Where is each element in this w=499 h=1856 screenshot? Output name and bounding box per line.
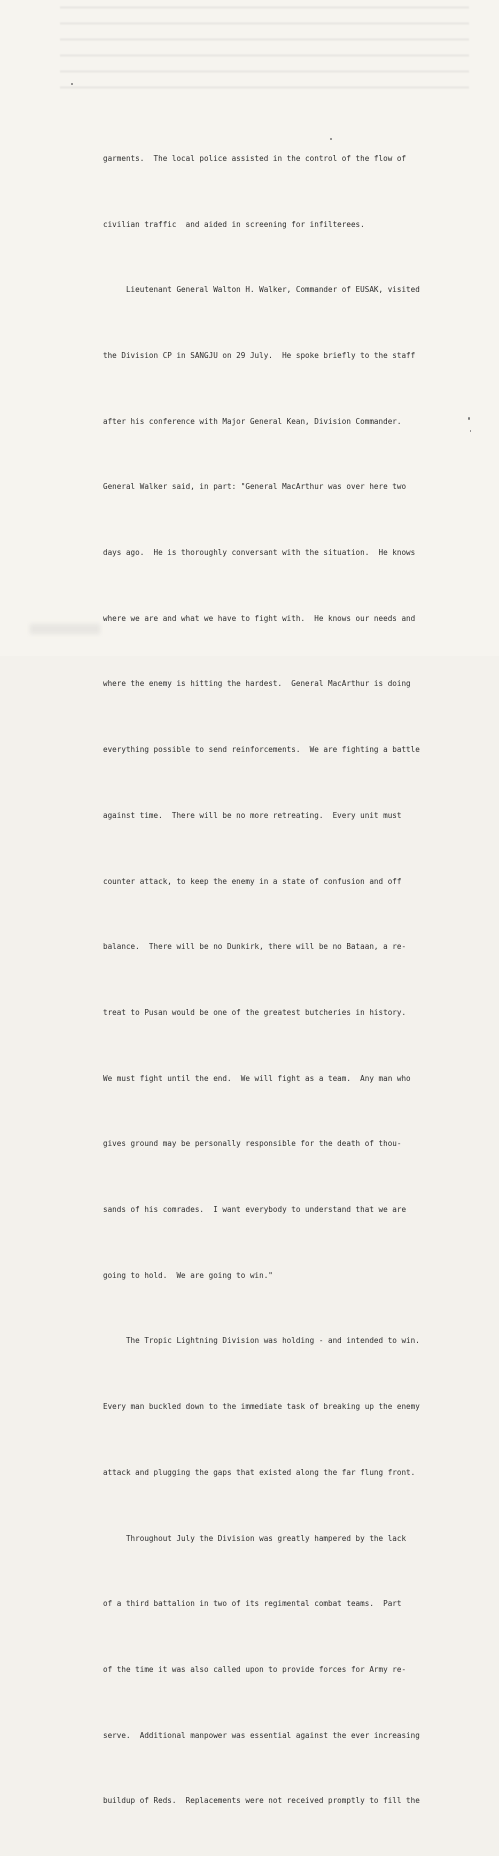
text-line: Throughout July the Division was greatly hampered by the lack [103,1533,407,1543]
text-line: the Division CP in SANGJU on 29 July. He spoke briefly to the staff [103,350,416,360]
text-line: of a third battalion in two of its regimental combat teams. Part [103,1599,402,1609]
text-line: counter attack, to keep the enemy in a state of confusion and off [103,876,402,886]
text-line: Every man buckled down to the immediate task of breaking up the enemy [103,1402,420,1412]
text-line: everything possible to send reinforcements. We are fighting a battle [103,745,420,755]
text-line: treat to Pusan would be one of the greatest butcheries in history. [103,1007,407,1017]
text-line: where the enemy is hitting the hardest. General MacArthur is doing [103,679,411,689]
typewritten-body [103,104,455,1856]
text-line: attack and plugging the gaps that existed along the far flung front. [103,1467,416,1477]
text-line: against time. There will be no more retreating. Every unit must [103,810,402,820]
paper-speck [71,83,73,85]
bleed-through-text [60,0,469,95]
text-line: of the time it was also called upon to provide forces for Army re- [103,1664,407,1674]
text-line: balance. There will be no Dunkirk, there will be no Bataan, a re- [103,942,407,952]
text-line: sands of his comrades. I want everybody to understand that we are [103,1205,407,1215]
text-line: garments. The local police assisted in the control of the flow of [103,153,407,163]
text-line: gives ground may be personally responsible for the death of thou- [103,1139,402,1149]
text-line: General Walker said, in part: "General MacArthur was over here two [103,482,407,492]
paper-speck [468,417,470,420]
text-line: We must fight until the end. We will fight as a team. Any man who [103,1073,411,1083]
text-line: Lieutenant General Walton H. Walker, Commander of EUSAK, visited [103,285,420,295]
text-line: days ago. He is thoroughly conversant with the situation. He knows [103,548,416,558]
paper-speck [470,430,471,432]
text-line: buildup of Reds. Replacements were not received promptly to fill the [103,1796,420,1806]
text-line: serve. Additional manpower was essential against the ever increasing [103,1730,420,1740]
text-line: going to hold. We are going to win." [103,1270,273,1280]
scan-smudge [30,624,100,634]
text-line: civilian traffic and aided in screening for infilterees. [103,219,365,229]
text-line: where we are and what we have to fight with. He knows our needs and [103,613,416,623]
text-line: after his conference with Major General Kean, Division Commander. [103,416,402,426]
text-line: The Tropic Lightning Division was holding - and intended to win. [103,1336,420,1346]
